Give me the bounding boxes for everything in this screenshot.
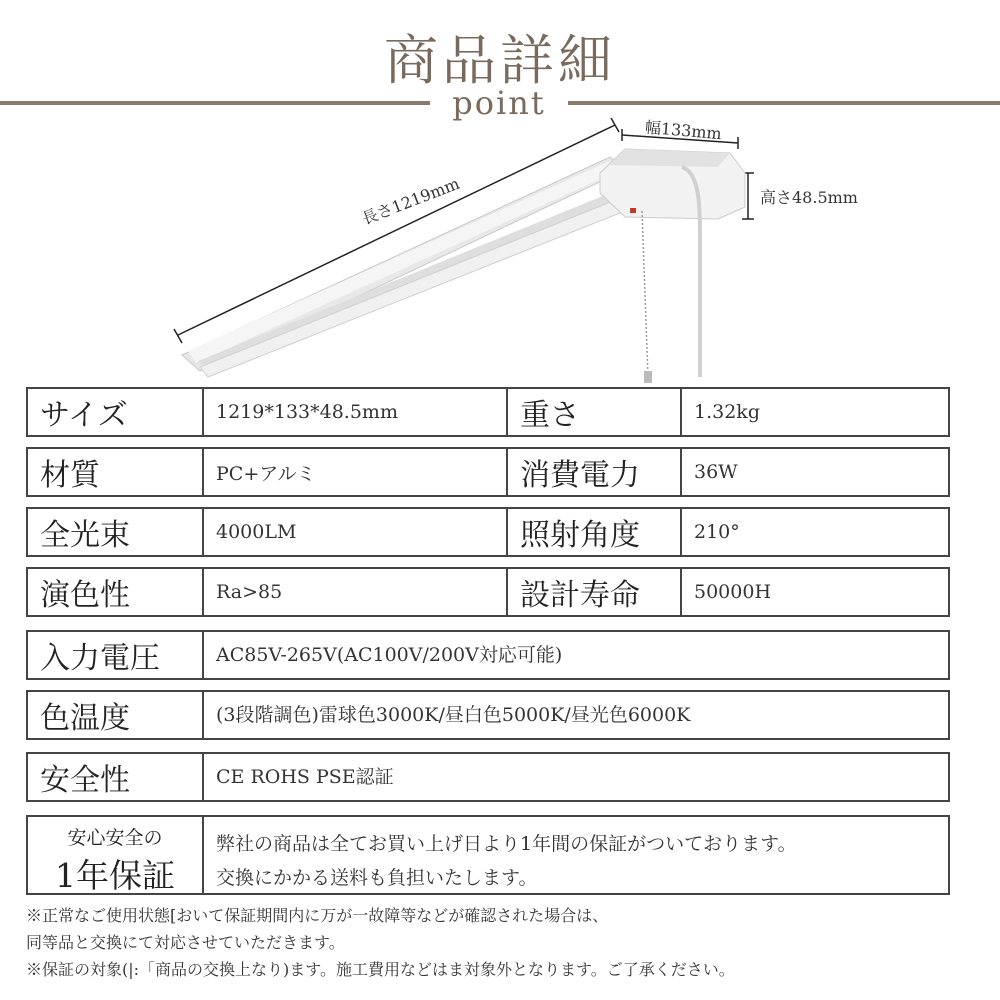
note-line: ※保証の対象(|:「商品の交換上なり)ます。施工費用などはま対象外となります。ご了承ください。	[26, 960, 735, 979]
guarantee-label	[26, 815, 204, 895]
product-image	[170, 115, 890, 390]
spec-row-color-temp	[26, 690, 950, 742]
spec-value: 36W	[694, 461, 738, 483]
spec-label: 照射角度	[520, 518, 640, 553]
spec-label: 全光束	[40, 518, 130, 553]
spec-row-voltage	[26, 630, 950, 682]
guarantee-text-line2: 交換にかかる送料も負担いたします。	[216, 867, 538, 889]
spec-row-material	[26, 447, 950, 499]
note-line: ※正常なご使用状態[おいて保証期間内に万が一故障等などが確認された場合は、	[26, 906, 609, 925]
title-rule-right	[568, 101, 1000, 105]
spec-label: 安全性	[40, 763, 130, 798]
spec-row-safety	[26, 752, 950, 804]
page-title: 商品詳細	[384, 29, 616, 92]
spec-value: 210°	[694, 521, 740, 543]
spec-value: 4000LM	[216, 521, 297, 543]
spec-value: CE ROHS PSE認証	[216, 766, 394, 788]
guarantee-text-line1: 弊社の商品は全てお買い上げ日より1年間の保証がついております。	[216, 833, 797, 855]
spec-value: AC85V-265V(AC100V/200V対応可能)	[216, 644, 563, 666]
guarantee-label-line1: 安心安全の	[67, 827, 163, 849]
width-label: 幅133mm	[644, 117, 723, 144]
spec-row-lumen	[26, 507, 950, 559]
spec-label: 消費電力	[520, 458, 640, 493]
title-rule-left	[0, 101, 430, 105]
spec-label: サイズ	[40, 398, 128, 433]
height-label: 高さ48.5mm	[760, 188, 858, 207]
spec-row-cri	[26, 567, 950, 619]
note-line: 同等品と交換にて対応させていただきます。	[26, 933, 345, 952]
spec-row-size	[26, 387, 950, 439]
spec-value: 50000H	[694, 581, 772, 603]
length-label: 長さ1219mm	[359, 173, 463, 229]
spec-label: 重さ	[520, 398, 580, 433]
spec-value: 1219*133*48.5mm	[216, 401, 398, 423]
spec-label: 演色性	[40, 578, 130, 613]
spec-value: PC+アルミ	[216, 462, 316, 485]
page-subtitle: point	[452, 84, 546, 122]
spec-label: 色温度	[40, 701, 130, 736]
guarantee-text	[204, 815, 950, 895]
spec-value: Ra>85	[216, 581, 283, 603]
guarantee-label-line2: 1年保証	[55, 856, 175, 895]
spec-label: 設計寿命	[520, 578, 640, 613]
spec-label: 入力電圧	[40, 641, 160, 676]
spec-label: 材質	[40, 458, 100, 493]
spec-value: 1.32kg	[694, 401, 760, 423]
spec-value: (3段階調色)雷球色3000K/昼白色5000K/昼光色6000K	[216, 704, 691, 726]
